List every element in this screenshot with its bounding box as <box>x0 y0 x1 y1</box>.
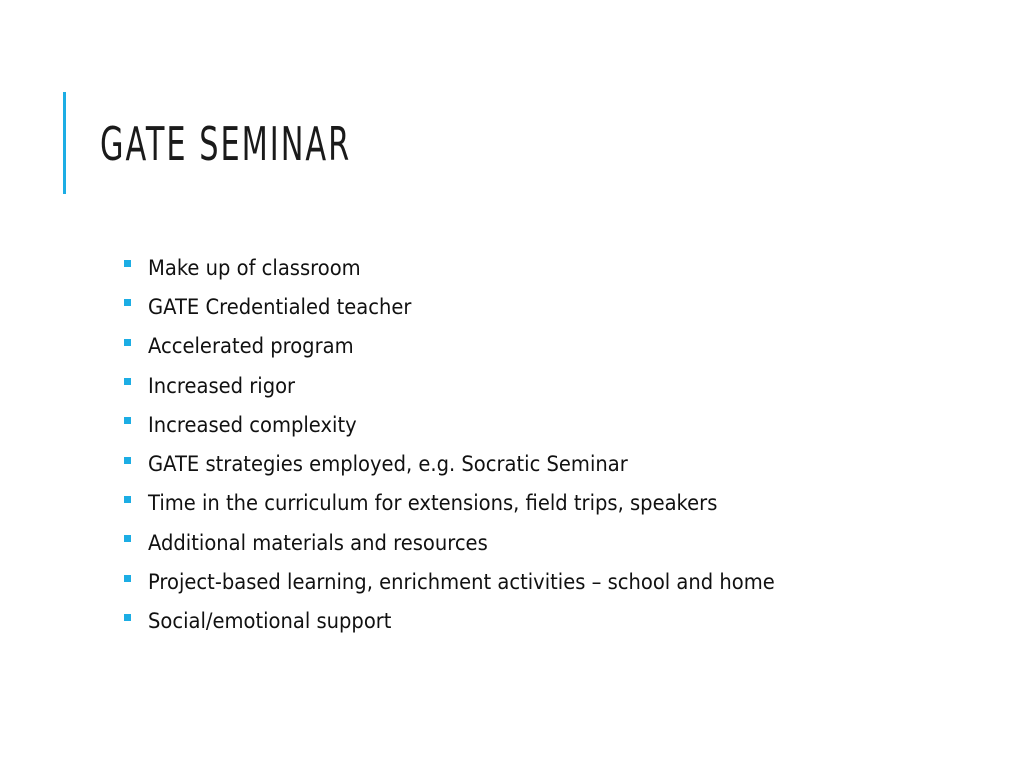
list-item <box>124 287 822 326</box>
list-item <box>124 366 822 405</box>
square-bullet-icon <box>124 339 131 346</box>
list-item <box>124 484 822 523</box>
list-item <box>124 405 822 444</box>
square-bullet-icon <box>124 457 131 464</box>
bullet-text: Project-based learning, enrichment activities – school and home <box>148 570 775 595</box>
list-item <box>124 444 822 483</box>
bullet-text: Increased complexity <box>148 412 357 437</box>
title-accent-bar <box>63 92 66 194</box>
list-item <box>124 602 822 641</box>
bullet-text: Make up of classroom <box>148 255 361 280</box>
bullet-text: Time in the curriculum for extensions, field trips, speakers <box>148 491 718 516</box>
square-bullet-icon <box>124 417 131 424</box>
slide-title: GATE SEMINAR <box>100 117 352 171</box>
list-item <box>124 327 822 366</box>
bullet-text: Accelerated program <box>148 334 354 359</box>
square-bullet-icon <box>124 614 131 621</box>
bullet-text: GATE strategies employed, e.g. Socratic Seminar <box>148 452 628 477</box>
square-bullet-icon <box>124 378 131 385</box>
bullet-text: Increased rigor <box>148 373 296 398</box>
square-bullet-icon <box>124 535 131 542</box>
list-item <box>124 523 822 562</box>
bullet-list <box>124 248 822 641</box>
square-bullet-icon <box>124 299 131 306</box>
bullet-text: Social/emotional support <box>148 609 392 634</box>
list-item <box>124 562 822 601</box>
list-item <box>124 248 822 287</box>
square-bullet-icon <box>124 575 131 582</box>
bullet-text: Additional materials and resources <box>148 530 488 555</box>
square-bullet-icon <box>124 496 131 503</box>
bullet-text: GATE Credentialed teacher <box>148 294 412 319</box>
square-bullet-icon <box>124 260 131 267</box>
